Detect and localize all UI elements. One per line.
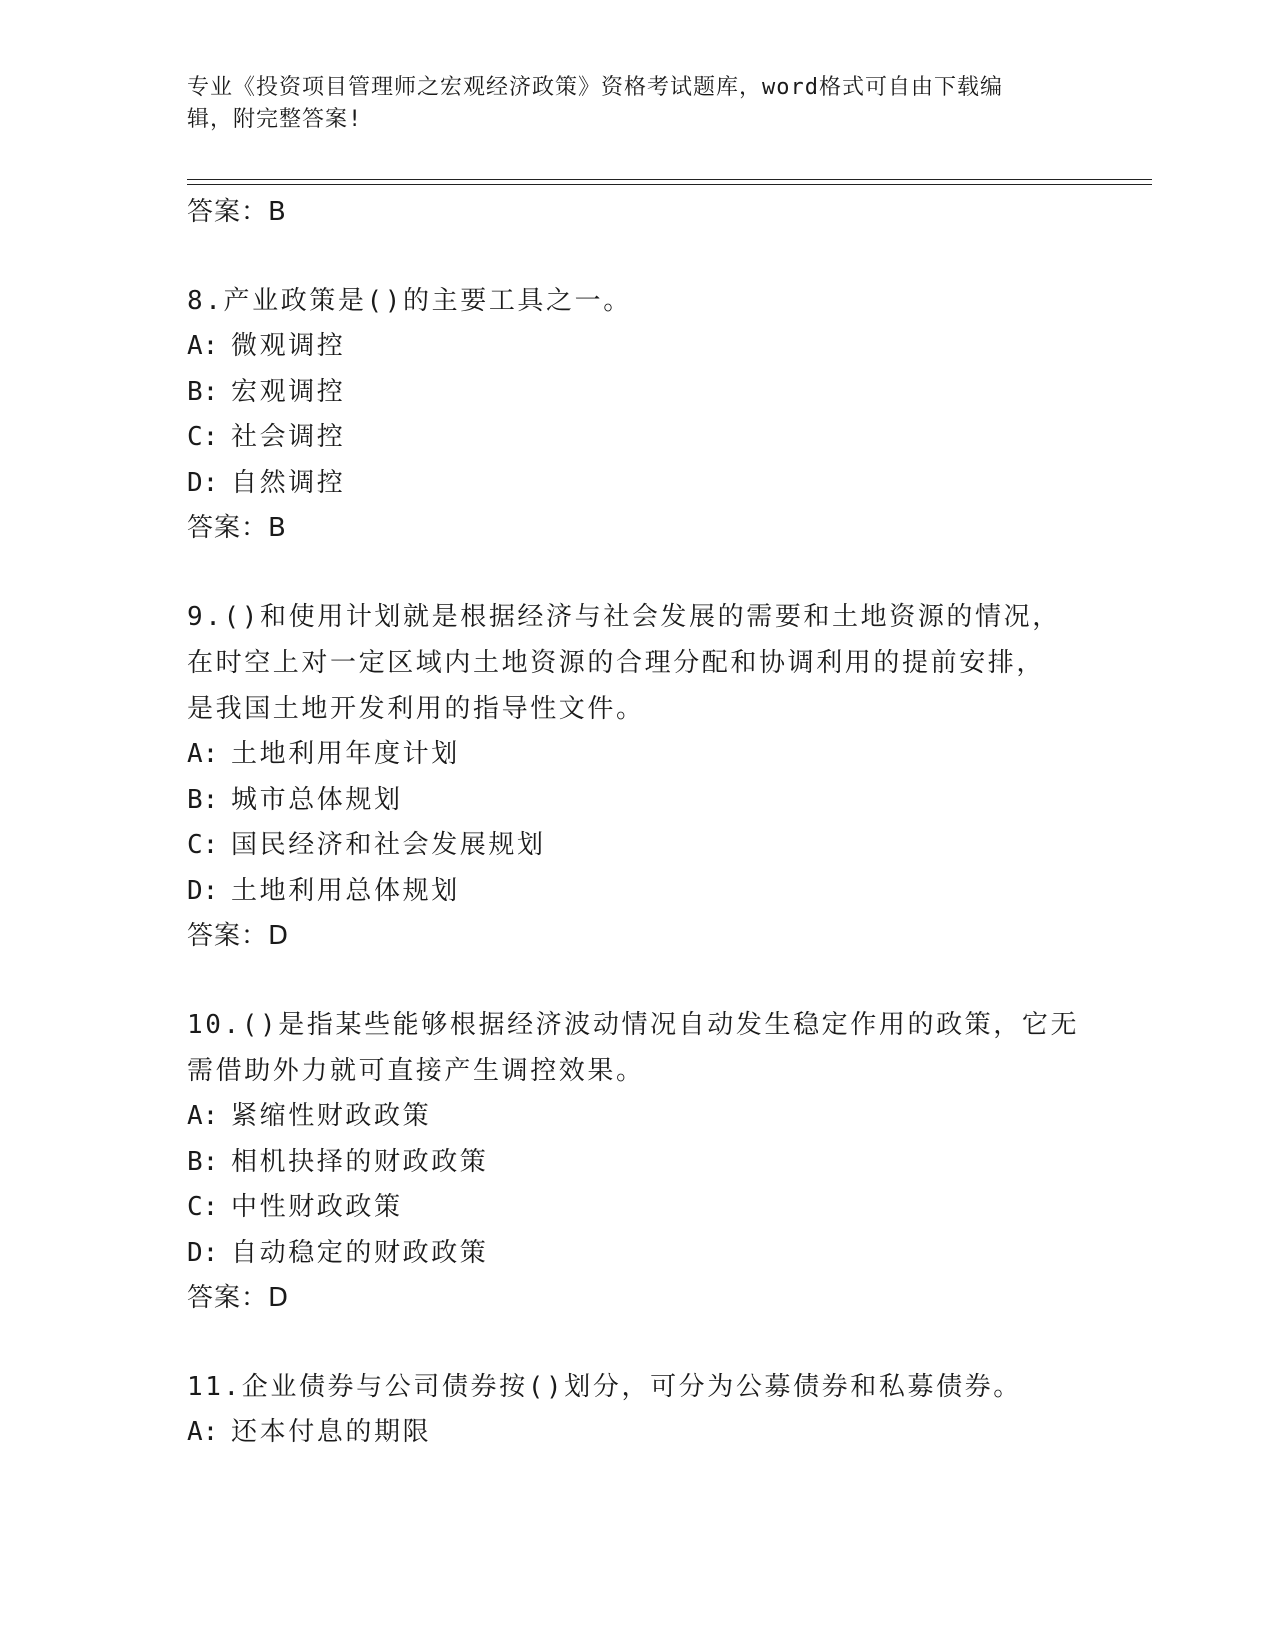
question-item <box>187 594 1087 958</box>
answer-label: 答案： <box>187 513 269 543</box>
option-label: D: <box>187 467 219 498</box>
question-stem: 在时空上对一定区域内土地资源的合理分配和协调利用的提前安排， <box>187 648 1046 678</box>
option-label: C: <box>187 1192 219 1222</box>
option-text: 紧缩性财政政策 <box>231 1101 432 1131</box>
answer-line <box>187 190 1087 234</box>
answer-label: 答案： <box>187 1283 269 1313</box>
option-a <box>187 324 1087 370</box>
option-text: 土地利用年度计划 <box>231 739 460 769</box>
option-label: A: <box>187 739 219 769</box>
option-a <box>187 732 1087 778</box>
answer-label: 答案： <box>187 197 269 227</box>
answer-line <box>187 1276 1087 1320</box>
question-stem: 9.()和使用计划就是根据经济与社会发展的需要和土地资源的情况， <box>187 602 1061 632</box>
answer-line <box>187 914 1087 958</box>
option-text: 中性财政政策 <box>231 1192 403 1222</box>
document-header <box>187 72 1067 136</box>
option-b <box>187 778 1087 824</box>
option-d <box>187 1231 1087 1277</box>
question-item <box>187 1364 1087 1456</box>
answer-label: 答案： <box>187 921 269 951</box>
option-text: 微观调控 <box>231 331 346 361</box>
question-stem: 是我国土地开发利用的指导性文件。 <box>187 694 645 724</box>
option-a <box>187 1410 1087 1456</box>
option-label: A: <box>187 331 219 361</box>
option-b <box>187 370 1087 416</box>
option-label: B: <box>187 1146 219 1177</box>
question-list <box>187 190 1087 1456</box>
option-label: C: <box>187 830 219 860</box>
header-line-1: 专业《投资项目管理师之宏观经济政策》资格考试题库，word格式可自由下载编 <box>187 75 1003 100</box>
option-d <box>187 461 1087 507</box>
option-label: D: <box>187 875 219 906</box>
option-text: 国民经济和社会发展规划 <box>231 830 546 860</box>
question-stem: 10.()是指某些能够根据经济波动情况自动发生稳定作用的政策，它无 <box>187 1010 1080 1040</box>
option-c <box>187 823 1087 869</box>
option-text: 自动稳定的财政政策 <box>231 1237 489 1268</box>
option-text: 土地利用总体规划 <box>231 875 460 906</box>
answer-value: D <box>268 1283 290 1313</box>
answer-value: B <box>268 513 287 543</box>
answer-line <box>187 506 1087 550</box>
answer-value: D <box>268 921 290 951</box>
option-label: B: <box>187 376 219 407</box>
option-text: 宏观调控 <box>231 376 346 407</box>
option-c <box>187 1185 1087 1231</box>
answer-value: B <box>268 197 287 227</box>
option-c <box>187 415 1087 461</box>
question-item <box>187 1002 1087 1320</box>
option-label: A: <box>187 1417 219 1447</box>
option-text: 城市总体规划 <box>231 784 403 815</box>
header-rule-top <box>187 179 1152 180</box>
option-d <box>187 869 1087 915</box>
option-text: 自然调控 <box>231 467 346 498</box>
option-label: C: <box>187 422 219 452</box>
option-label: D: <box>187 1237 219 1268</box>
option-text: 社会调控 <box>231 422 346 452</box>
option-a <box>187 1094 1087 1140</box>
question-stem: 11.企业债券与公司债券按()划分，可分为公募债券和私募债券。 <box>187 1372 1022 1402</box>
option-b <box>187 1140 1087 1186</box>
header-line-2: 辑，附完整答案! <box>187 107 363 132</box>
question-stem: 需借助外力就可直接产生调控效果。 <box>187 1056 645 1086</box>
question-stem: 8.产业政策是()的主要工具之一。 <box>187 286 632 316</box>
option-text: 还本付息的期限 <box>231 1417 432 1447</box>
option-label: B: <box>187 784 219 815</box>
header-rule-bottom <box>187 184 1152 185</box>
option-text: 相机抉择的财政政策 <box>231 1146 489 1177</box>
option-label: A: <box>187 1101 219 1131</box>
question-item <box>187 278 1087 550</box>
